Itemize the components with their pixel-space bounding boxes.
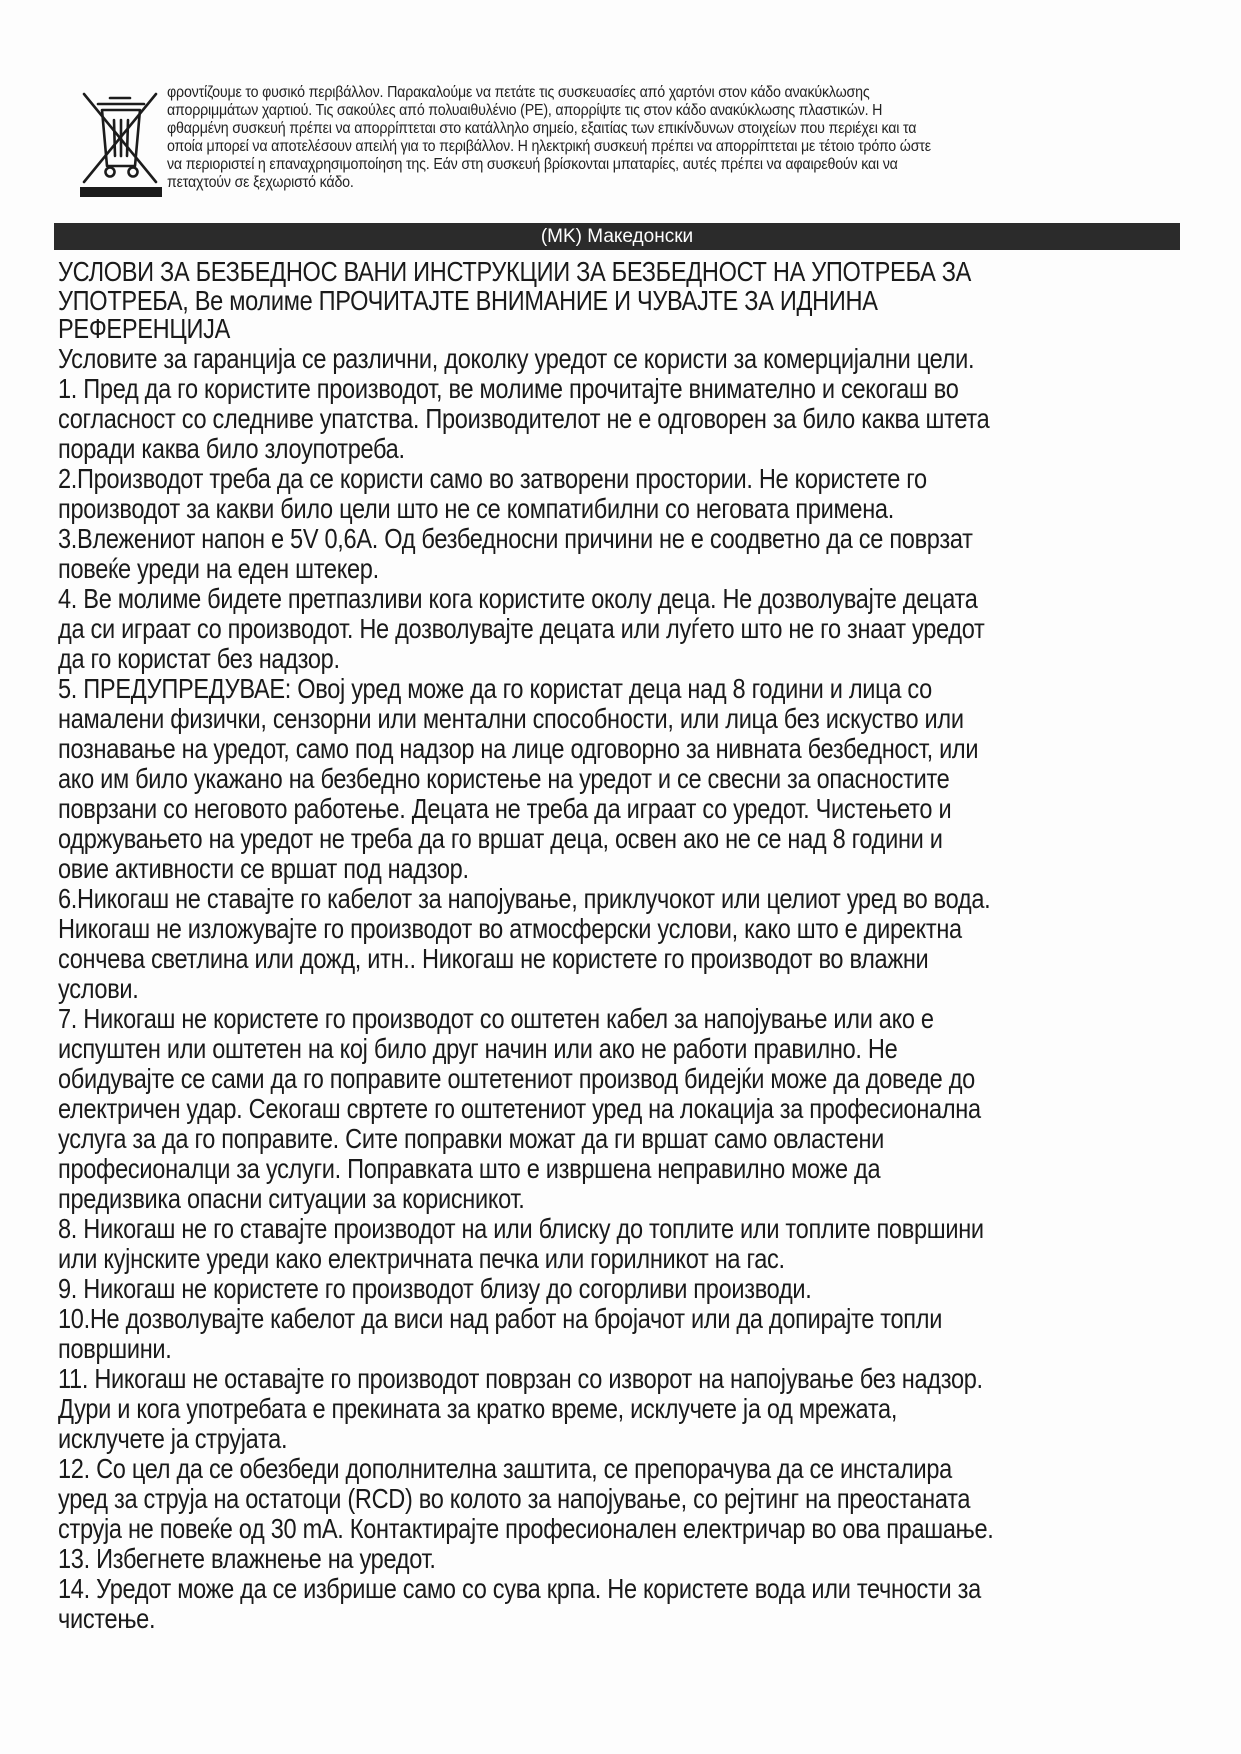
instruction-line: сончева светлина или дожд, итн.. Никогаш не користете го производот во влажни <box>58 942 929 974</box>
instruction-paragraph <box>58 1004 1026 1214</box>
instruction-line: или кујнските уреди како електричната печка или горилникот на гас. <box>58 1242 785 1274</box>
instruction-paragraph <box>58 374 1026 464</box>
instruction-line: овие активности се вршат под надзор. <box>58 852 469 884</box>
instruction-line: согласност со следниве упатства. Производителот не е одговорен за било каква штета <box>58 402 990 434</box>
instruction-line: ако им било укажано на безбедно користење на уредот и се свесни за опасностите <box>58 762 950 794</box>
weee-notice-text <box>167 84 1106 192</box>
instruction-line: чистење. <box>58 1602 156 1634</box>
crossed-out-wheelie-bin-icon <box>80 90 162 200</box>
instruction-line: услуга за да го поправите. Сите поправки можат да ги вршат само овластени <box>58 1122 885 1154</box>
title-line: УСЛОВИ ЗА БЕЗБЕДНОС ВАНИ ИНСТРУКЦИИ ЗА БЕЗБЕДНОСТ НА УПОТРЕБА ЗА <box>58 256 972 287</box>
instruction-line: услови. <box>58 972 139 1004</box>
instruction-line: 8. Никогаш не го ставајте производот на или блиску до топлите или топлите површини <box>58 1212 984 1244</box>
instruction-line: испуштен или оштетен на кој било друг начин или ако не работи правилно. Не <box>58 1032 898 1064</box>
instruction-line: предизвика опасни ситуации за корисникот. <box>58 1182 525 1214</box>
instruction-paragraph <box>58 344 1026 374</box>
instruction-line: 6.Никогаш не ставајте го кабелот за напојување, приклучокот или целиот уред во вода. <box>58 882 991 914</box>
instruction-line: 10.Не дозволувајте кабелот да виси над работ на бројачот или да допирајте топли <box>58 1302 943 1334</box>
instruction-line: поради каква било злоупотреба. <box>58 432 405 464</box>
instruction-paragraph <box>58 524 1026 584</box>
instruction-paragraph <box>58 1214 1026 1274</box>
instruction-paragraph <box>58 1364 1026 1454</box>
instruction-line: 9. Никогаш не користете го производот близу до согорливи производи. <box>58 1272 812 1304</box>
instruction-paragraph <box>58 884 1026 1004</box>
title-line: РЕФЕРЕНЦИЈА <box>58 313 231 344</box>
instruction-line: 14. Уредот може да се избрише само со сува крпа. Не користете вода или течности за <box>58 1572 981 1604</box>
instruction-line: површини. <box>58 1332 172 1364</box>
instruction-line: Никогаш не изложувајте го производот во атмосферски услови, како што е директна <box>58 912 962 944</box>
safety-instructions <box>58 258 1026 1634</box>
weee-disposal-notice <box>70 84 1180 204</box>
instruction-line: исклучете ја струјата. <box>58 1422 288 1454</box>
title-line: УПОТРЕБА, Ве молиме ПРОЧИТАЈТЕ ВНИМАНИЕ И ЧУВАЈТЕ ЗА ИДНИНА <box>58 284 878 316</box>
instruction-line: 4. Ве молиме бидете претпазливи кога користите околу деца. Не дозволувајте децата <box>58 582 978 614</box>
instruction-line: повеќе уреди на еден штекер. <box>58 552 379 584</box>
instruction-line: 5. ПРЕДУПРЕДУВАЕ: Овој уред може да го користат деца над 8 години и лица со <box>58 672 932 704</box>
language-section-header: (MK) Македонски <box>54 223 1180 250</box>
instruction-paragraph <box>58 1274 1026 1304</box>
instruction-paragraph <box>58 1304 1026 1364</box>
instruction-line: познавање на уредот, само под надзор на лице одговорно за нивната безбедност, или <box>58 732 979 764</box>
instruction-line: 7. Никогаш не користете го производот со оштетен кабел за напојување или ако е <box>58 1002 934 1034</box>
instruction-line: 13. Избегнете влажнење на уредот. <box>58 1542 436 1574</box>
instruction-line: уред за струја на остатоци (RCD) во колото за напојување, со рејтинг на преостаната <box>58 1482 971 1514</box>
weee-notice-line: να περιοριστεί η επαναχρησιμοποίηση της. Εάν στη συσκευή βρίσκονται μπαταρίες, αυτές πρέπει να αφαιρεθούν και να <box>167 156 898 173</box>
weee-notice-line: οποία μπορεί να αποτελέσουν απειλή για το περιβάλλον. Η ηλεκτρική συσκευή πρέπει να απορρίπτεται με τέτοιο τρόπο ώστε <box>167 138 931 155</box>
instruction-line: да го користат без надзор. <box>58 642 340 674</box>
instruction-line: 3.Влежениот напон е 5V 0,6A. Од безбедносни причини не е соодветно да се поврзат <box>58 522 973 554</box>
instruction-line: 11. Никогаш не оставајте го производот поврзан со изворот на напојување без надзор. <box>58 1362 983 1394</box>
weee-notice-line: πεταχτούν σε ξεχωριστό κάδο. <box>167 174 354 191</box>
instruction-paragraph <box>58 1574 1026 1634</box>
instruction-paragraph <box>58 464 1026 524</box>
instruction-line: обидувајте се сами да го поправите оштетениот производ бидејќи може да доведе до <box>58 1062 975 1094</box>
weee-notice-line: φθαρμένη συσκευή πρέπει να απορρίπτεται στο κατάλληλο σημείο, εξαιτίας των επικίνδυνων στοιχείων που περιέχει και τα <box>167 120 917 137</box>
instruction-paragraph <box>58 674 1026 884</box>
instruction-paragraph <box>58 1544 1026 1574</box>
instruction-line: 12. Со цел да се обезбеди дополнителна заштита, се препорачува да се инсталира <box>58 1452 952 1484</box>
instruction-line: намалени физички, сензорни или ментални способности, или лица без искуство или <box>58 702 964 734</box>
instruction-line: Условите за гаранција се различни, доколку уредот се користи за комерцијални цели. <box>58 342 975 374</box>
weee-notice-line: απορριμμάτων χαρτιού. Τις σακούλες από πολυαιθυλένιο (PE), απορρίψτε τις στον κάδο ανακύκλωσης πλαστικών. Η <box>167 102 883 119</box>
instruction-line: да си играат со производот. Не дозволувајте децата или луѓето што не го знаат уредот <box>58 612 985 644</box>
instruction-paragraph <box>58 1454 1026 1544</box>
instruction-paragraph <box>58 584 1026 674</box>
instruction-line: одржувањето на уредот не треба да го вршат деца, освен ако не се над 8 години и <box>58 822 943 854</box>
instruction-list <box>58 344 1026 1634</box>
instruction-line: 1. Пред да го користите производот, ве молиме прочитајте внимателно и секогаш во <box>58 372 959 404</box>
weee-notice-line: φροντίζουμε το φυσικό περιβάλλον. Παρακαλούμε να πετάτε τις συσκευασίες από χαρτόνι στον κάδο ανακύκλωσης <box>167 84 870 101</box>
document-title <box>58 258 1026 344</box>
instruction-line: Дури и кога употребата е прекината за кратко време, исклучете ја од мрежата, <box>58 1392 898 1424</box>
instruction-line: професионалци за услуги. Поправката што е извршена неправилно може да <box>58 1152 881 1184</box>
instruction-line: поврзани со неговото работење. Децата не треба да играат со уредот. Чистењето и <box>58 792 952 824</box>
instruction-line: 2.Производот треба да се користи само во затворени простории. Не користете го <box>58 462 927 494</box>
instruction-line: електричен удар. Секогаш свртете го оштетениот уред на локација за професионална <box>58 1092 981 1124</box>
instruction-line: струја не повеќе од 30 mA. Контактирајте професионален електричар во ова прашање. <box>58 1512 994 1544</box>
instruction-line: производот за какви било цели што не се компатибилни со неговата примена. <box>58 492 894 524</box>
